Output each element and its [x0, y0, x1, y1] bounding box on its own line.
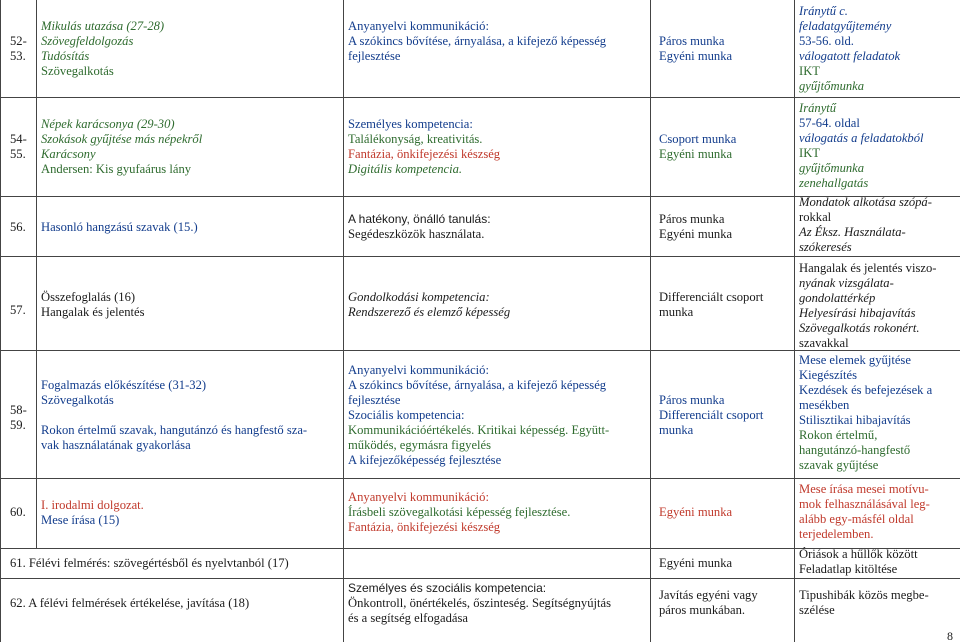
- lesson-number: 60.: [10, 505, 26, 519]
- text-line: szélése: [799, 603, 835, 617]
- text-line: Szövegalkotás: [41, 64, 114, 78]
- text-line: páros munkában.: [659, 603, 746, 617]
- text-line: mok felhasználásával leg-: [799, 497, 930, 511]
- competence-cell: [348, 290, 648, 320]
- text-line: Stilisztikai hibajavítás: [799, 413, 911, 427]
- text-line: Mese írása (15): [41, 513, 120, 527]
- work-form-cell: [659, 556, 791, 571]
- text-line: Andersen: Kis gyufaárus lány: [41, 162, 192, 176]
- text-line: Egyéni munka: [659, 505, 733, 519]
- text-line: A szókincs bővítése, árnyalása, a kifejező képesség fejlesztése: [348, 34, 607, 63]
- text-line: Tipushibák közös megbe-: [799, 588, 929, 602]
- text-line: hangutánzó-hangfestő: [799, 443, 911, 457]
- text-line: [41, 408, 341, 423]
- text-line: 53-56. old.: [799, 34, 854, 48]
- text-line: Anyanyelvi kommunikáció:: [348, 490, 489, 504]
- text-line: Kezdések és befejezések a: [799, 383, 933, 397]
- work-form-cell: [659, 393, 791, 438]
- topic-cell: [41, 378, 341, 453]
- page-number: 8: [947, 629, 953, 643]
- lesson-number: 56.: [10, 220, 26, 234]
- text-line: vak használatának gyakorlása: [41, 438, 191, 452]
- text-line: Kiegészítés: [799, 368, 858, 382]
- text-line: Fantázia, önkifejezési készség: [348, 147, 501, 161]
- text-line: gyűjtőmunka: [799, 161, 865, 175]
- text-line: Rokon értelmű,: [799, 428, 878, 442]
- text-line: Találékonyság, kreativitás.: [348, 132, 483, 146]
- row-divider: [0, 578, 960, 579]
- tools-cell: [799, 195, 959, 255]
- text-line: működés, egymásra figyelés: [348, 438, 492, 452]
- text-line: Helyesírási hibajavítás: [799, 306, 916, 320]
- text-line: Egyéni munka: [659, 556, 733, 570]
- work-form-cell: [659, 588, 791, 618]
- text-line: Páros munka: [659, 34, 725, 48]
- competence-cell: [348, 212, 648, 242]
- text-line: Anyanyelvi kommunikáció:: [348, 19, 489, 33]
- text-line: Iránytű: [799, 101, 837, 115]
- text-line: Szokások gyűjtése más népekről: [41, 132, 203, 146]
- text-line: válogatott feladatok: [799, 49, 901, 63]
- text-line: Egyéni munka: [659, 227, 733, 241]
- competence-cell: [348, 19, 648, 64]
- text-line: IKT: [799, 146, 820, 160]
- text-line: Egyéni munka: [659, 147, 733, 161]
- tools-cell: [799, 4, 959, 94]
- column-divider: [36, 0, 37, 548]
- tools-cell: [799, 353, 959, 473]
- text-line: 57-64. oldal: [799, 116, 860, 130]
- text-line: Mese elemek gyűjtése: [799, 353, 911, 367]
- competence-cell: [348, 490, 648, 535]
- row-divider: [0, 97, 960, 98]
- text-line: Csoport munka: [659, 132, 737, 146]
- text-line: Javítás egyéni vagy: [659, 588, 758, 602]
- text-line: gyűjtőmunka: [799, 79, 865, 93]
- text-line: Anyanyelvi kommunikáció:: [348, 363, 489, 377]
- text-line: nyának vizsgálata-: [799, 276, 894, 290]
- text-line: Differenciált csoport: [659, 290, 764, 304]
- tools-cell: [799, 547, 959, 577]
- work-form-cell: [659, 132, 791, 162]
- text-line: fejlesztése: [348, 393, 401, 407]
- competence-cell: [348, 363, 648, 468]
- text-line: Iránytű c.: [799, 4, 848, 18]
- exam-lesson-title: 61. Félévi felmérés: szövegértésből és nyelvtanból (17): [10, 556, 289, 570]
- text-line: IKT: [799, 64, 820, 78]
- text-line: Népek karácsonya (29-30): [41, 117, 175, 131]
- topic-cell: [41, 117, 341, 177]
- text-line: I. irodalmi dolgozat.: [41, 498, 144, 512]
- lesson-number: 52- 53.: [10, 34, 27, 63]
- work-form-cell: [659, 290, 791, 320]
- text-line: szókeresés: [799, 240, 852, 254]
- text-line: Óriások a hűllők között: [799, 547, 918, 561]
- text-line: feladatgyűjtemény: [799, 19, 892, 33]
- text-line: A szókincs bővítése, árnyalása, a kifejező képesség: [348, 378, 607, 392]
- text-line: zenehallgatás: [799, 176, 869, 190]
- text-line: Páros munka: [659, 393, 725, 407]
- text-line: Személyes és szociális kompetencia:: [348, 581, 547, 595]
- text-line: Személyes kompetencia:: [348, 117, 473, 131]
- text-line: Páros munka: [659, 212, 725, 226]
- text-line: Feladatlap kitöltése: [799, 562, 898, 576]
- lesson-number: 57.: [10, 303, 26, 317]
- row-divider: [0, 478, 960, 479]
- topic-cell: [41, 290, 341, 320]
- text-line: Differenciált csoport: [659, 408, 764, 422]
- text-line: Szociális kompetencia:: [348, 408, 465, 422]
- text-line: munka: [659, 423, 694, 437]
- text-line: Rendszerező és elemző képesség: [348, 305, 511, 319]
- text-line: Digitális kompetencia.: [348, 162, 463, 176]
- text-line: munka: [659, 305, 694, 319]
- exam-evaluation-title: 62. A félévi felmérések értékelése, javítása (18): [10, 596, 250, 610]
- text-line: Gondolkodási kompetencia:: [348, 290, 490, 304]
- text-line: és a segítség elfogadása: [348, 611, 468, 625]
- work-form-cell: [659, 34, 791, 64]
- text-line: mesékben: [799, 398, 850, 412]
- text-line: Szövegfeldolgozás: [41, 34, 134, 48]
- text-line: alább egy-másfél oldal: [799, 512, 914, 526]
- text-line: Mondatok alkotása szópá-: [799, 195, 932, 209]
- text-line: válogatás a feladatokból: [799, 131, 924, 145]
- text-line: Tudósítás: [41, 49, 90, 63]
- text-line: Hasonló hangzású szavak (15.): [41, 220, 198, 234]
- tools-cell: [799, 588, 959, 618]
- text-line: gondolattérkép: [799, 291, 876, 305]
- text-line: terjedelemben.: [799, 527, 874, 541]
- text-line: Szövegalkotás: [41, 393, 114, 407]
- competence-cell: [348, 581, 648, 626]
- text-line: szavakkal: [799, 336, 849, 350]
- text-line: Összefoglalás (16): [41, 290, 136, 304]
- text-line: Segédeszközök használata.: [348, 227, 485, 241]
- text-line: rokkal: [799, 210, 832, 224]
- topic-cell: [41, 498, 341, 528]
- text-line: Hangalak és jelentés: [41, 305, 145, 319]
- text-line: Egyéni munka: [659, 49, 733, 63]
- topic-cell: [41, 220, 341, 235]
- text-line: Kommunikációértékelés. Kritikai képesség. Együtt-: [348, 423, 610, 437]
- work-form-cell: [659, 212, 791, 242]
- text-line: Önkontroll, önértékelés, őszinteség. Segítségnyújtás: [348, 596, 612, 610]
- text-line: Hangalak és jelentés viszo-: [799, 261, 937, 275]
- text-line: A kifejezőképesség fejlesztése: [348, 453, 502, 467]
- tools-cell: [799, 482, 959, 542]
- lesson-number: 54- 55.: [10, 132, 27, 161]
- text-line: Szövegalkotás rokonért.: [799, 321, 920, 335]
- text-line: Az Éksz. Használata-: [799, 225, 906, 239]
- row-divider: [0, 256, 960, 257]
- text-line: Fogalmazás előkészítése (31-32): [41, 378, 207, 392]
- text-line: Karácsony: [41, 147, 96, 161]
- text-line: Fantázia, önkifejezési készség: [348, 520, 501, 534]
- text-line: Rokon értelmű szavak, hangutánzó és hangfestő sza-: [41, 423, 308, 437]
- work-form-cell: [659, 505, 791, 520]
- text-line: Írásbeli szövegalkotási képesség fejlesztése.: [348, 505, 571, 519]
- text-line: Mese írása mesei motívu-: [799, 482, 929, 496]
- topic-cell: [41, 19, 341, 79]
- lesson-number: 58- 59.: [10, 403, 27, 432]
- tools-cell: [799, 101, 959, 191]
- text-line: Mikulás utazása (27-28): [41, 19, 165, 33]
- competence-cell: [348, 117, 648, 177]
- text-line: A hatékony, önálló tanulás:: [348, 212, 491, 226]
- tools-cell: [799, 261, 959, 351]
- text-line: szavak gyűjtése: [799, 458, 879, 472]
